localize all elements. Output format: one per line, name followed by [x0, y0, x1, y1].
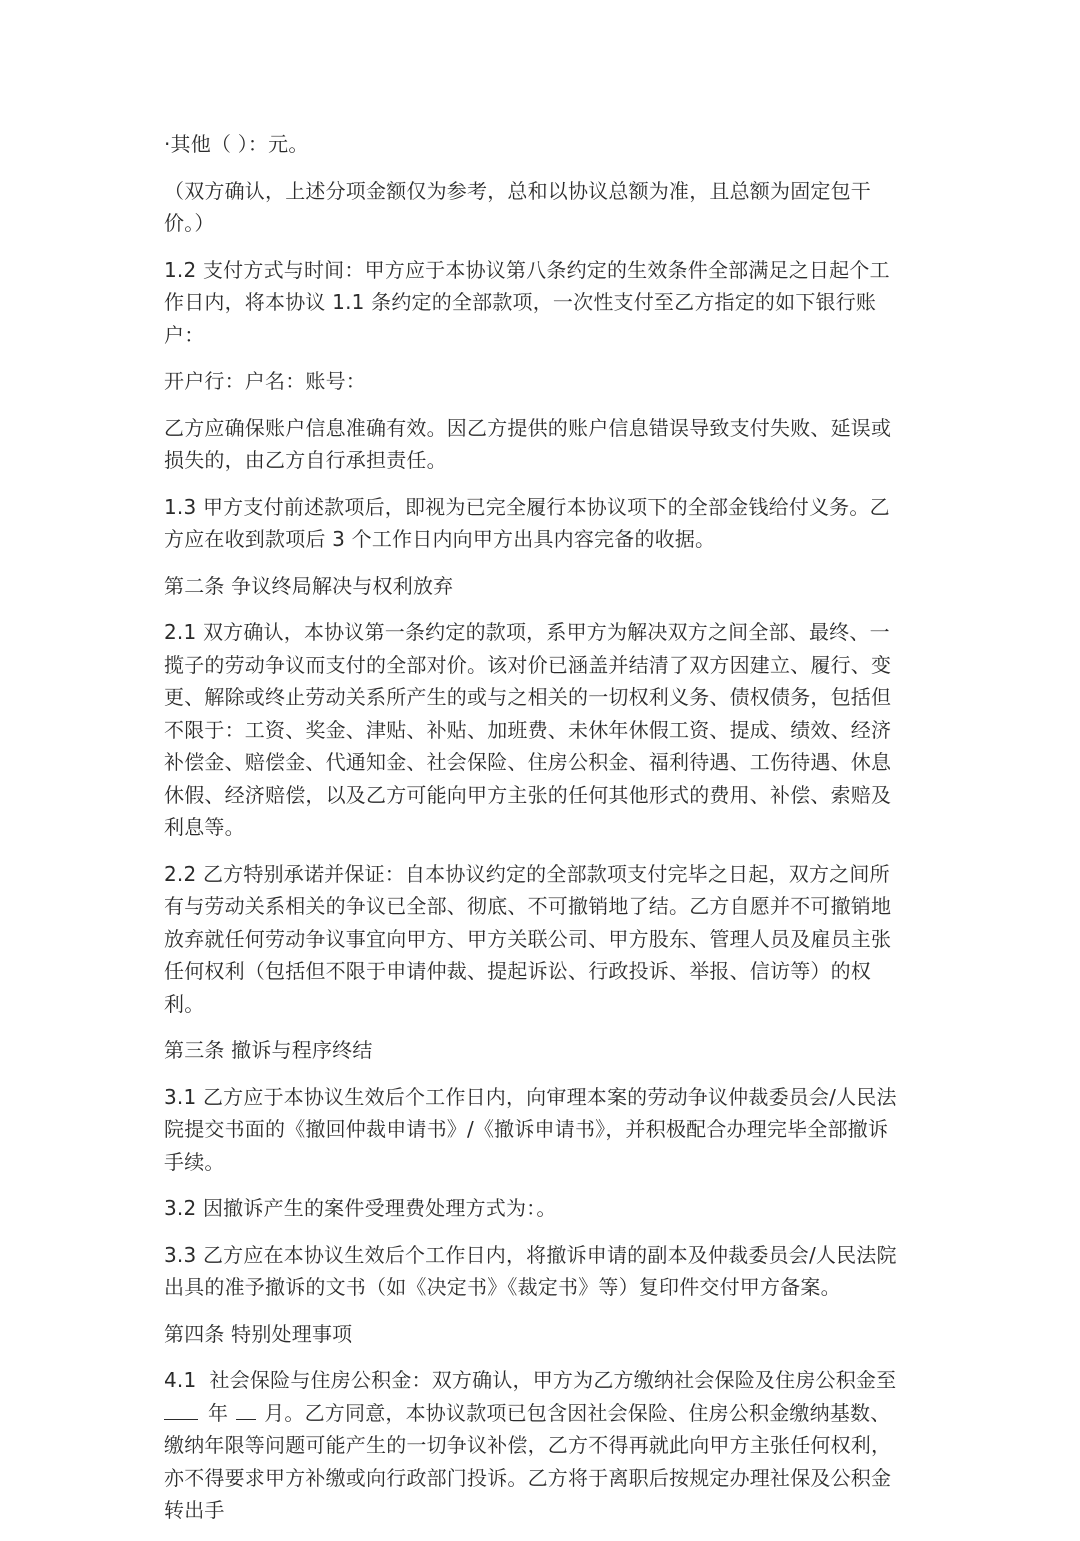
- article-4-heading: 第四条 特别处理事项: [164, 1321, 353, 1346]
- month-blank: [236, 1397, 256, 1420]
- clause-4-1-intro: 4.1 社会保险与住房公积金：双方确认，甲方为乙方缴纳社会保险及住房公积金至: [164, 1368, 897, 1392]
- clause-1-2: 1.2 支付方式与时间：甲方应于本协议第八条约定的生效条件全部满足之日起个工作日内，将本协议 1.1 条约定的全部款项，一次性支付至乙方指定的如下银行账户：: [164, 257, 890, 347]
- year-blank: [164, 1397, 198, 1420]
- clause-2-2: 2.2 乙方特别承诺并保证：自本协议约定的全部款项支付完毕之日起，双方之间所有与劳动关系相关的争议已全部、彻底、不可撤销地了结。乙方自愿并不可撤销地放弃就任何劳动争议事宜向甲方、甲方关联公司、甲方股东、管理人员及雇员主张任何权利（包括但不限于申请仲裁、提起诉讼、行政投诉、举报、信访等）的权利。: [164, 861, 892, 1016]
- other-fee-line: ·其他（ ）：元。: [164, 132, 309, 156]
- article-3-heading: 第三条 撤诉与程序终结: [164, 1038, 373, 1062]
- article-2-heading: 第二条 争议终局解决与权利放弃: [164, 573, 454, 598]
- clause-3-3: 3.3 乙方应在本协议生效后个工作日内，将撤诉申请的副本及仲裁委员会/人民法院出具的准予撤诉的文书（如《决定书》《裁定书》等）复印件交付甲方备案。: [164, 1242, 897, 1299]
- clause-2-1: 2.1 双方确认，本协议第一条约定的款项，系甲方为解决双方之间全部、最终、一揽子的劳动争议而支付的全部对价。该对价已涵盖并结清了双方因建立、履行、变更、解除或终止劳动关系所产生的或与之相关的一切权利义务、债权债务，包括但不限于：工资、奖金、津贴、补贴、加班费、未休年休假工资、提成、绩效、经济补偿金、赔偿金、代通知金、社会保险、住房公积金、福利待遇、工伤待遇、休息休假、经济赔偿，以及乙方可能向甲方主张的任何其他形式的费用、补偿、索赔及利息等。: [164, 620, 892, 839]
- year-label: 年: [208, 1400, 229, 1425]
- clause-4-1-rest: 月。乙方同意，本协议款项已包含因社会保险、住房公积金缴纳基数、缴纳年限等问题可能产生的一切争议补偿，乙方不得再就此向甲方主张任何权利，亦不得要求甲方补缴或向行政部门投诉。乙方将于离职后按规定办理社保及公积金转出手: [164, 1400, 892, 1522]
- bank-account-line: 开户行：户名：账号：: [164, 369, 366, 393]
- clause-4-1: [164, 1364, 908, 1527]
- clause-1-3: 1.3 甲方支付前述款项后，即视为已完全履行本协议项下的全部金钱给付义务。乙方应在收到款项后 3 个工作日内向甲方出具内容完备的收据。: [164, 494, 890, 551]
- account-accuracy-clause: 乙方应确保账户信息准确有效。因乙方提供的账户信息错误导致支付失败、延误或损失的，由乙方自行承担责任。: [164, 415, 892, 472]
- document-page: [164, 128, 908, 1541]
- clause-3-1: 3.1 乙方应于本协议生效后个工作日内，向审理本案的劳动争议仲裁委员会/人民法院提交书面的《撤回仲裁申请书》/《撤诉申请书》，并积极配合办理完毕全部撤诉手续。: [164, 1084, 897, 1174]
- amount-note: （双方确认，上述分项金额仅为参考，总和以协议总额为准，且总额为固定包干价。）: [164, 178, 871, 235]
- clause-3-2: 3.2 因撤诉产生的案件受理费处理方式为：。: [164, 1196, 557, 1220]
